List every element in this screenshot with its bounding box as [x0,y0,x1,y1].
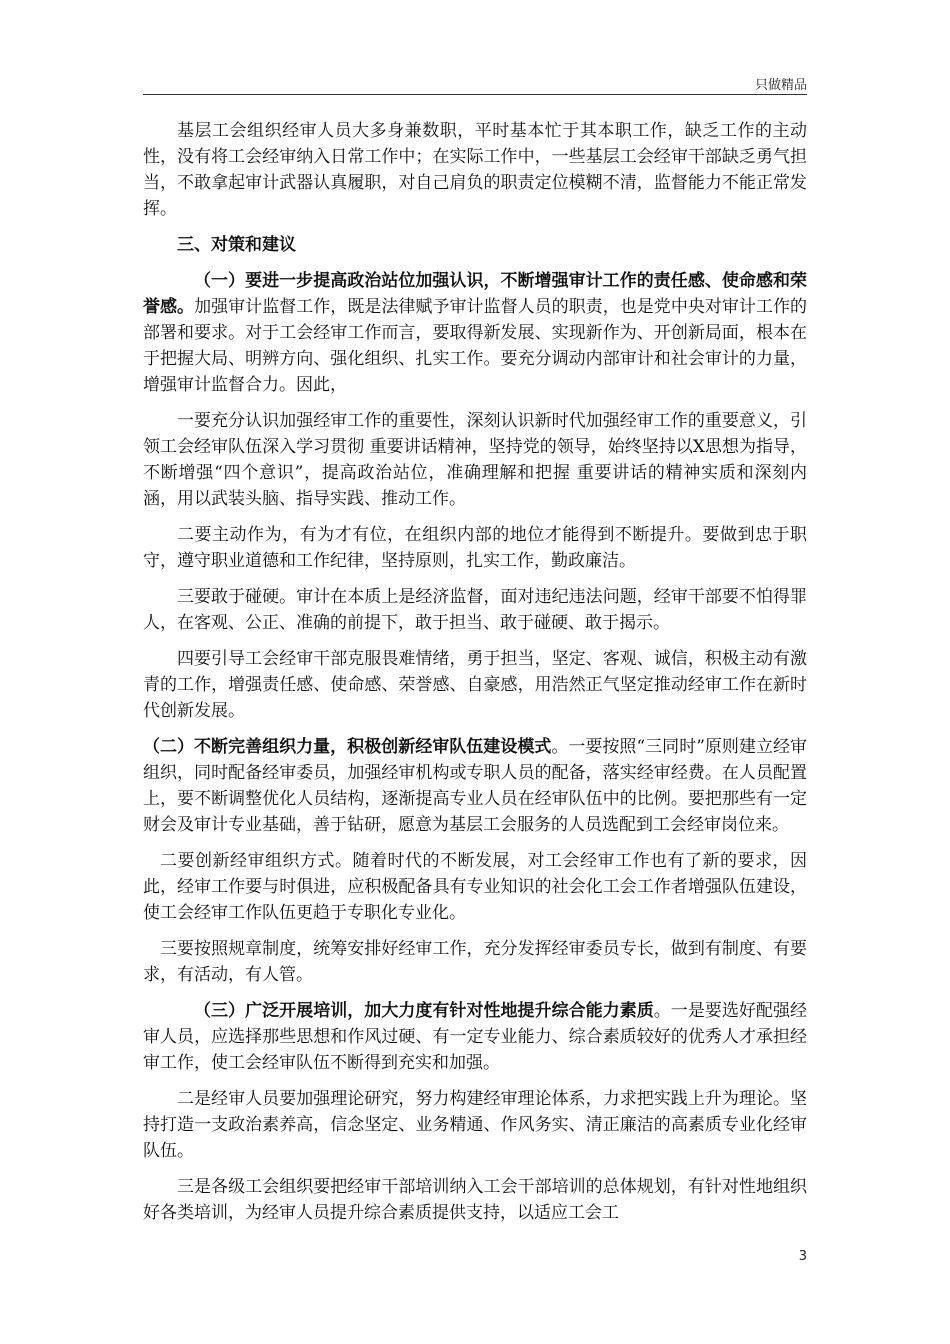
paragraph-subsection-1 [143,268,807,398]
paragraph-7-text: 四要引导工会经审干部克服畏难情绪，勇于担当，坚定、客观、诚信，积极主动有激青的工作，增强责任感、使命感、荣誉感、自豪感，用浩然正气坚定推动经审工作在新时代创新发展。 [143,649,807,721]
paragraph-subsection-2 [143,734,807,838]
subsection-1-title: （一）要进一步提高政治站位加强认识，不断增强审计工作的责任感、使命感和荣誉感。 [143,271,807,317]
subsection-2-text: 。一要按照“三同时”原则建立经审组织，同时配备经审委员，加强经审机构或专职人员的配备，落实经审经费。在人员配置上，要不断调整优化人员结构，逐渐提高专业人员在经审队伍中的比例。要把那些有一定财会及审计专业基础，善于钻研，愿意为基层工会服务的人员选配到工会经审岗位来。 [143,737,807,835]
header-divider [143,94,807,95]
paragraph-9 [143,848,807,926]
subsection-1-text: 加强审计监督工作，既是法律赋予审计监督人员的职责，也是党中央对审计工作的部署和要求。对于工会经审工作而言，要取得新发展、实现新作为、开创新局面，根本在于把握大局、明辨方向、强化组织、扎实工作。要充分调动内部审计和社会审计的力量，增强审计监督合力。因此， [143,297,808,395]
paragraph-6-text: 三要敢于碰硬。审计在本质上是经济监督，面对违纪违法问题，经审干部要不怕得罪人，在客观、公正、准确的前提下，敢于担当、敢于碰硬、敢于揭示。 [143,587,807,633]
paragraph-10-text: 三要按照规章制度，统筹安排好经审工作，充分发挥经审委员专长，做到有制度、有要求，有活动，有人管。 [143,939,807,985]
subsection-3-title: （三）广泛开展培训，加大力度有针对性地提升综合能力素质 [194,1001,654,1021]
paragraph-12 [143,1086,807,1164]
paragraph-1 [143,118,807,222]
paragraph-4-text: 一要充分认识加强经审工作的重要性，深刻认识新时代加强经审工作的重要意义，引领工会经审队伍深入学习贯彻 重要讲话精神，坚持党的领导，始终坚持以X思想为指导，不断增强“四个意识”，提高政治站位，准确理解和把握 重要讲话的精神实质和深刻内涵，用以武装头脑、指导实践、推动工作。 [143,411,807,509]
paragraph-subsection-3 [143,998,807,1076]
section-heading-3-text: 三、对策和建议 [177,235,296,255]
running-header: 只做精品 [754,78,807,93]
page-number: 3 [798,1249,807,1264]
subsection-3-text: 。一是要选好配强经审人员，应选择那些思想和作风过硬、有一定专业能力、综合素质较好的优秀人才承担经审工作，使工会经审队伍不断得到充实和加强。 [143,1001,808,1073]
paragraph-1-text: 基层工会组织经审人员大多身兼数职，平时基本忙于其本职工作，缺乏工作的主动性，没有将工会经审纳入日常工作中；在实际工作中，一些基层工会经审干部缺乏勇气担当，不敢拿起审计武器认真履职，对自己肩负的职责定位模糊不清，监督能力不能正常发挥。 [143,121,807,219]
paragraph-7 [143,646,807,724]
paragraph-6 [143,584,807,636]
paragraph-13-text: 三是各级工会组织要把经审干部培训纳入工会干部培训的总体规划，有针对性地组织好各类培训，为经审人员提升综合素质提供支持，以适应工会工 [143,1177,807,1223]
paragraph-10 [143,936,807,988]
document-body [143,118,807,1236]
paragraph-5 [143,522,807,574]
paragraph-4 [143,408,807,512]
paragraph-12-text: 二是经审人员要加强理论研究，努力构建经审理论体系，力求把实践上升为理论。坚持打造一支政治素养高，信念坚定、业务精通、作风务实、清正廉洁的高素质专业化经审队伍。 [143,1089,807,1161]
paragraph-13 [143,1174,807,1226]
paragraph-5-text: 二要主动作为，有为才有位，在组织内部的地位才能得到不断提升。要做到忠于职守，遵守职业道德和工作纪律，坚持原则，扎实工作，勤政廉洁。 [143,525,807,571]
subsection-2-title: （二）不断完善组织力量，积极创新经审队伍建设模式 [143,737,552,757]
section-heading-3 [143,232,807,258]
paragraph-9-text: 二要创新经审组织方式。随着时代的不断发展，对工会经审工作也有了新的要求，因此，经审工作要与时俱进，应积极配备具有专业知识的社会化工会工作者增强队伍建设，使工会经审工作队伍更趋于专职化专业化。 [143,851,807,923]
